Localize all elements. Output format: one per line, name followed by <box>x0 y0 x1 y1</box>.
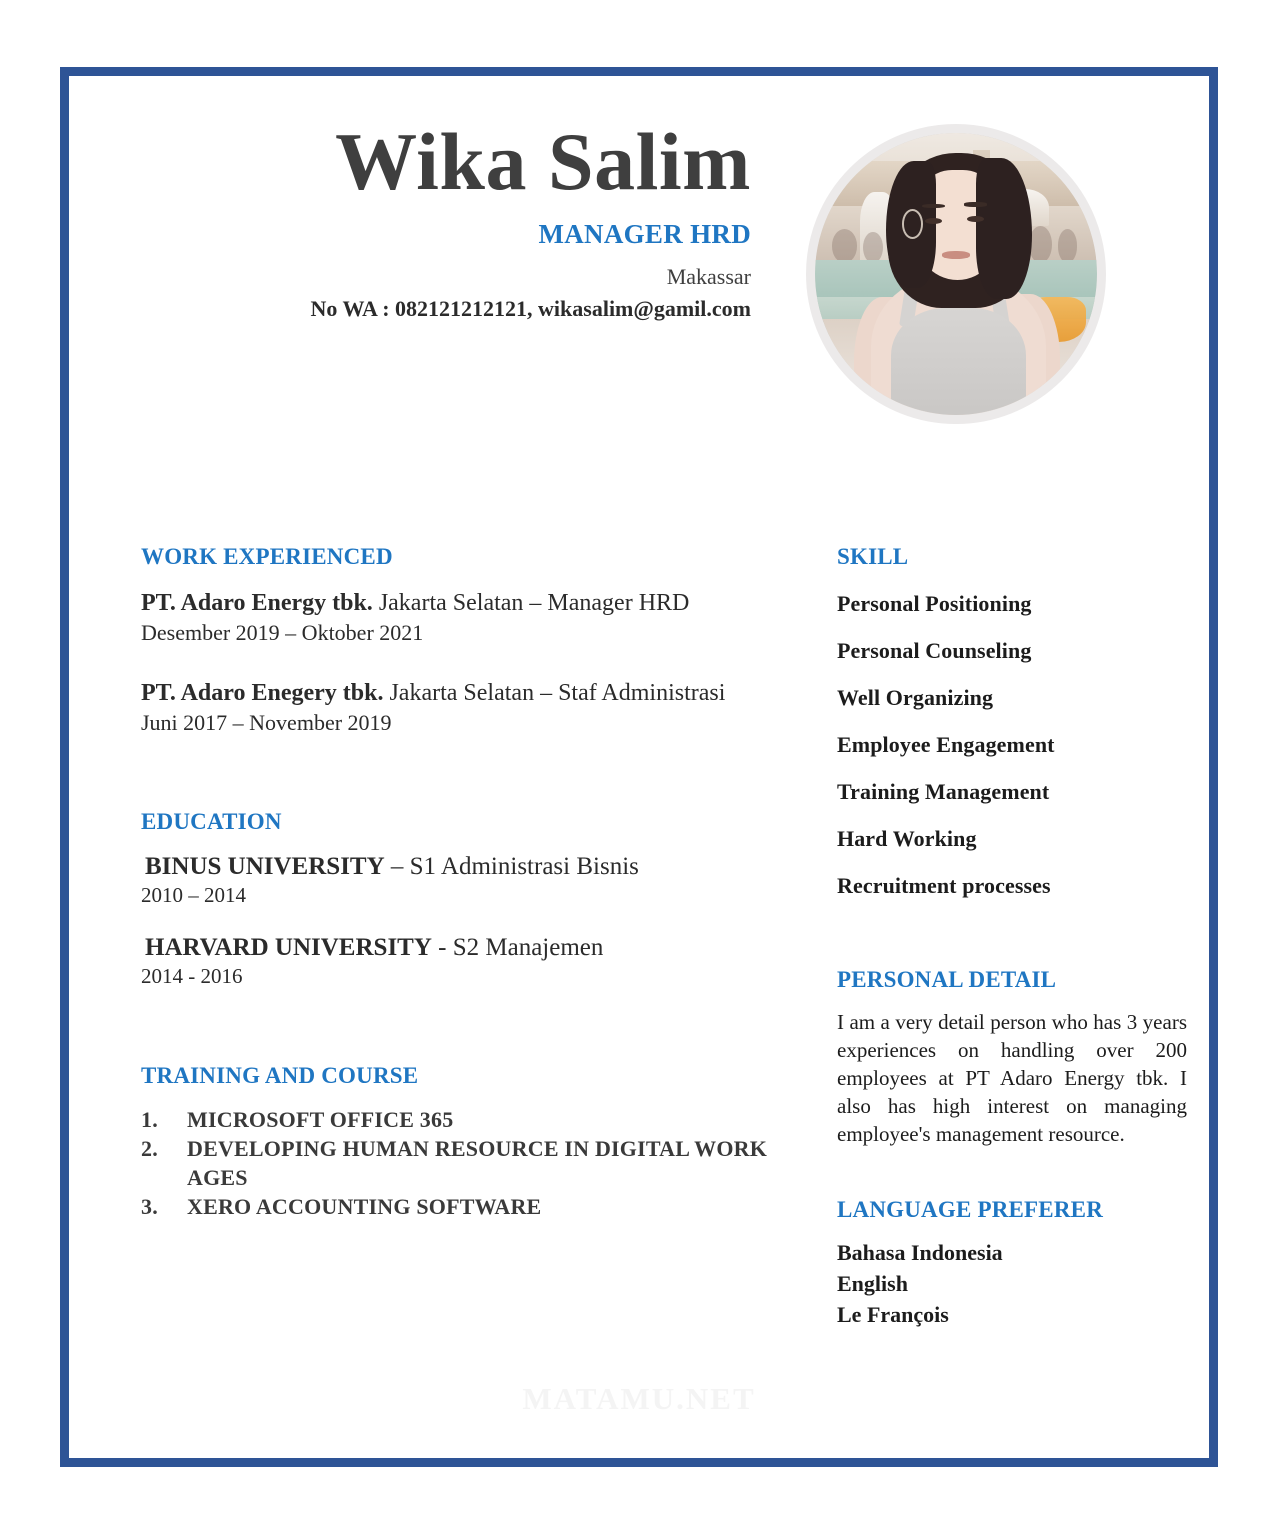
work-entry-title <box>141 588 801 618</box>
resume-page-frame <box>60 67 1218 1467</box>
photo-bg-figure <box>832 229 857 263</box>
work-entry-title <box>141 678 801 708</box>
education-entry-title <box>145 853 801 881</box>
page-title: Wika Salim <box>335 116 751 207</box>
photo-bg-figure <box>1029 226 1052 263</box>
education-entry-date: 2014 - 2016 <box>141 964 243 989</box>
education-entry <box>141 934 801 989</box>
list-item: Personal Positioning <box>837 591 1032 616</box>
section-heading-work: WORK EXPERIENCED <box>141 544 393 569</box>
city-label: Makassar <box>666 264 751 289</box>
list-item: English <box>837 1270 908 1296</box>
work-experience-section <box>141 544 801 737</box>
section-heading-personal-detail: PERSONAL DETAIL <box>837 967 1057 992</box>
section-heading-education: EDUCATION <box>141 809 282 835</box>
photo-bg-figure <box>863 232 883 263</box>
education-entry-date: 2010 – 2014 <box>141 883 246 908</box>
section-heading-training: TRAINING AND COURSE <box>141 1063 419 1089</box>
work-entry-date: Juni 2017 – November 2019 <box>141 709 392 735</box>
photo-eye-left <box>925 218 942 224</box>
skill-section <box>837 544 1187 899</box>
photo-brow-left <box>922 204 945 209</box>
list-item: Hard Working <box>837 826 977 851</box>
skill-list <box>837 591 1187 899</box>
training-section <box>141 1063 801 1221</box>
work-entry-org: PT. Adaro Energy tbk. <box>141 590 373 616</box>
language-list <box>837 1237 1187 1331</box>
education-entry-title <box>145 934 801 962</box>
job-title: MANAGER HRD <box>538 219 751 249</box>
education-program: - S2 Manajemen <box>431 934 604 962</box>
education-school: HARVARD UNIVERSITY <box>145 934 432 962</box>
education-program: – S1 Administrasi Bisnis <box>384 853 639 881</box>
photo-earring <box>902 209 923 238</box>
left-column <box>141 544 801 1221</box>
avatar <box>806 124 1106 424</box>
language-section <box>837 1197 1187 1331</box>
photo-tank-top <box>891 308 1026 415</box>
list-item: Personal Counseling <box>837 638 1032 663</box>
list-item: Recruitment processes <box>837 873 1051 898</box>
personal-detail-section <box>837 967 1187 1149</box>
education-entry <box>141 853 801 908</box>
list-item: MICROSOFT OFFICE 365 <box>187 1107 454 1133</box>
resume-header <box>69 76 1209 466</box>
work-entry-detail: Jakarta Selatan – Manager HRD <box>372 590 690 616</box>
work-entry-detail: Jakarta Selatan – Staf Administrasi <box>383 679 726 706</box>
watermark: MATAMU.NET <box>522 1381 756 1416</box>
contact-line: No WA : 082121212121, wikasalim@gamil.com <box>310 296 751 321</box>
list-item: DEVELOPING HUMAN RESOURCE IN DIGITAL WORK AGES <box>187 1136 768 1191</box>
list-item: Well Organizing <box>837 685 994 710</box>
list-item: Bahasa Indonesia <box>837 1239 1003 1265</box>
education-section <box>141 809 801 989</box>
education-school: BINUS UNIVERSITY <box>145 853 385 881</box>
work-entry <box>141 588 801 648</box>
portrait-photo <box>815 133 1097 415</box>
list-item: Training Management <box>837 779 1050 804</box>
photo-lips <box>942 251 970 258</box>
header-text-block <box>191 116 751 322</box>
photo-bg-figure <box>1058 229 1078 263</box>
list-item: Le François <box>837 1302 949 1328</box>
work-entry-date: Desember 2019 – Oktober 2021 <box>141 620 424 645</box>
section-heading-skill: SKILL <box>837 544 909 569</box>
list-item: Employee Engagement <box>837 732 1055 757</box>
resume-page <box>69 76 1209 1458</box>
work-entry <box>141 678 801 738</box>
right-column <box>837 544 1187 1330</box>
work-entry-org: PT. Adaro Enegery tbk. <box>141 679 384 706</box>
training-list <box>141 1105 801 1221</box>
list-item: XERO ACCOUNTING SOFTWARE <box>187 1194 542 1220</box>
personal-detail-text: I am a very detail person who has 3 years experiences on handling over 200 employees at PT Adaro Energy tbk. I also has high interest on managing employee's management resource. <box>837 1010 1187 1146</box>
photo-brow-right <box>964 202 987 207</box>
section-heading-language: LANGUAGE PREFERER <box>837 1196 1104 1222</box>
